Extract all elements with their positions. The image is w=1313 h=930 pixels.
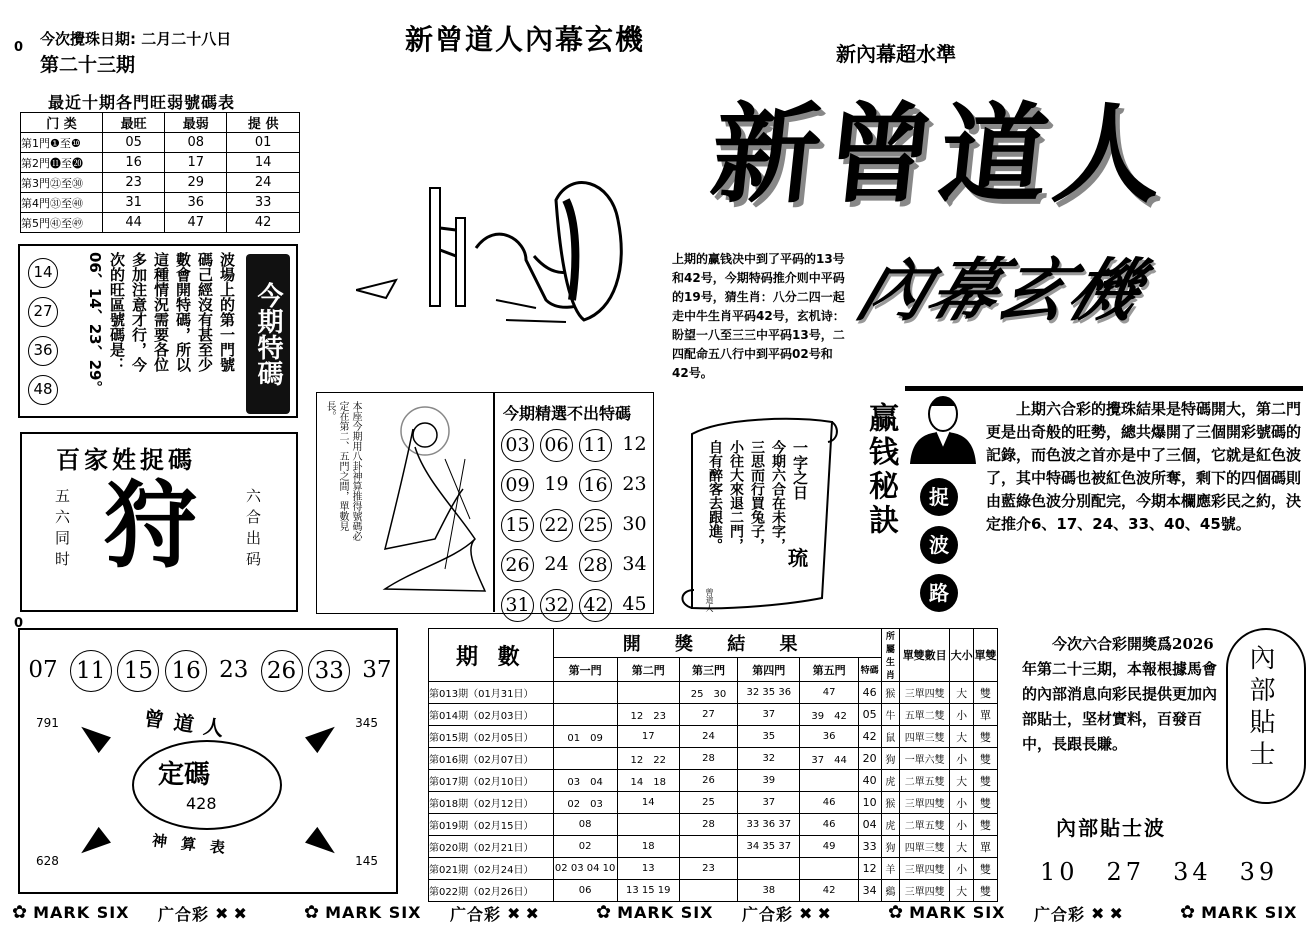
big-small-cell: 大 [950,880,974,902]
gate-cell: 33 36 37 [738,814,800,836]
circled-number: 06 [540,429,573,462]
pick-cell: 33 [227,193,300,213]
gate-cell: 46 [800,792,858,814]
scroll-line: 今期六合在未字， [770,440,786,552]
cold-cell: 47 [165,213,227,233]
plain-number: 24 [544,553,569,575]
footer-logo [12,902,130,923]
cold-cell: 36 [165,193,227,213]
exclude-row [501,429,651,462]
arrow-icon [75,719,111,753]
footer-text: MARK SIX [33,903,130,922]
page-title: 新曾道人內幕玄機 [405,23,646,56]
corner-zero: 0 [14,40,24,55]
table-row [429,704,998,726]
footer-logo [596,902,714,923]
hot-cold-title: 最近十期各門旺弱號碼表 [48,93,236,112]
odd-even-cell: 單 [974,704,998,726]
secret-vertical: 赢钱秘訣 [863,402,898,538]
divider [493,393,495,612]
gate-cell [738,858,800,880]
zodiac-cell: 狗 [881,748,900,770]
circled-number: 28 [579,549,612,582]
gate-cell: 47 [800,682,858,704]
gate-cell: 39 42 [800,704,858,726]
odd-even-count-cell: 三單四雙 [900,880,950,902]
gate-cell: 38 [738,880,800,902]
odd-even-count-cell: 三單四雙 [900,792,950,814]
odd-even-count-cell: 二單五雙 [900,814,950,836]
gate-cell: 23 [679,858,737,880]
footer-bar [0,896,1313,930]
arc-top-text: 曾道人 [142,705,236,743]
plain-number: 45 [622,593,647,615]
secret-badges [920,478,966,612]
secret-text: 上期六合彩的攪珠結果是特碼開大，第二門更是出奇般的旺勢，總共爆開了三個開彩號碼的記錄，而色波之首亦是中了三個，它就是紅色波了，其中特碼也被紅色波所奪，剩下的四個碼則由藍綠色波分別配完，今期本欄應彩民之約，決定推介6、17、24、33、40、45號。 [986,400,1302,533]
gate-cell: 12 23 [617,704,679,726]
gate-cell: 25 30 [679,682,737,704]
period-cell: 第021期（02月24日） [429,858,554,880]
pick-cell: 14 [227,153,300,173]
odd-even-cell: 雙 [974,880,998,902]
big-small-cell: 大 [950,770,974,792]
corner-number: 345 [355,716,378,730]
footer-brand [1034,902,1123,925]
pick-cell: 42 [227,213,300,233]
gate-cell: 28 [679,748,737,770]
gate-cell: 第3門㉑至㉚ [21,173,103,193]
table-row [429,770,998,792]
baijia-char: 狩 [104,471,199,581]
special-cell: 46 [858,682,881,704]
circled-number: 16 [165,650,207,692]
odd-even-count-cell: 二單五雙 [900,770,950,792]
plain-number: 30 [622,513,647,535]
plain-number: 34 [622,553,647,575]
circled-number: 11 [579,429,612,462]
footer-text: MARK SIX [909,903,1006,922]
pick-cell: 24 [227,173,300,193]
col-header: 最旺 [103,113,165,133]
zodiac-cell: 狗 [881,836,900,858]
gate-cell: 13 15 19 [617,880,679,902]
goddess-box [316,392,654,614]
cross-icon: ✖ ✖ [507,904,539,923]
period-cell: 第019期（02月15日） [429,814,554,836]
circled-number: 25 [579,509,612,542]
text-line: 多加注意才行，今 [130,252,148,372]
odd-even-cell: 雙 [974,858,998,880]
zodiac-cell: 牛 [881,704,900,726]
zodiac-cell: 虎 [881,770,900,792]
hot-cell: 23 [103,173,165,193]
odd-even-count-cell: 四單三雙 [900,836,950,858]
number-circle: 14 [28,258,58,288]
baijia-title: 百家姓捉碼 [56,446,196,474]
exclude-row [501,509,651,542]
odd-even-count-cell: 三單四雙 [900,682,950,704]
flower-icon: ✿ [304,902,320,923]
flower-icon: ✿ [596,902,612,923]
footer-logo [304,902,422,923]
badge-circle: 波 [920,526,958,564]
gate-cell: 25 [679,792,737,814]
goddess-illustration [375,399,493,604]
gate-cell: 39 [738,770,800,792]
special-cell: 12 [858,858,881,880]
big-subtitle: 內幕玄機 [847,252,1154,331]
arc-bottom-text: 神算表 [151,831,240,859]
baijia-box [20,432,298,612]
odd-even-count-cell: 五單二雙 [900,704,950,726]
gate-cell: 35 [738,726,800,748]
gate-cell: 34 35 37 [738,836,800,858]
special-cell: 42 [858,726,881,748]
footer-text: MARK SIX [617,903,714,922]
odd-even-count-cell: 一單六雙 [900,748,950,770]
big-small-cell: 小 [950,792,974,814]
corner-zero-2: 0 [14,616,24,631]
circled-number: 26 [261,650,303,692]
big-small-cell: 小 [950,748,974,770]
big-title: 新曾道人 [705,92,1175,218]
period-cell: 第018期（02月12日） [429,792,554,814]
flower-icon: ✿ [1180,902,1196,923]
flower-icon: ✿ [12,902,28,923]
special-cell: 34 [858,880,881,902]
gate-cell: 37 [738,704,800,726]
insider-wave-numbers: 10 27 34 39 [1040,858,1279,886]
odd-even-count-cell: 四單三雙 [900,726,950,748]
exclude-grid [501,429,651,629]
text-line: 碼己經沒有甚至少 [196,252,214,372]
gate-cell [553,704,617,726]
special-cell: 10 [858,792,881,814]
gate-cell: 46 [800,814,858,836]
number-circle: 48 [28,375,58,405]
circled-number: 03 [501,429,534,462]
gate-cell: 17 [617,726,679,748]
special-cell: 20 [858,748,881,770]
baijia-right: 六合出码 [244,488,262,572]
gate-cell: 08 [553,814,617,836]
period-cell: 第016期（02月07日） [429,748,554,770]
number-circle: 36 [28,336,58,366]
odd-even-cell: 雙 [974,770,998,792]
text-line: 波場上的第一門號 [218,252,236,372]
col-header: 單雙數目 [900,629,950,682]
circled-number: 15 [501,509,534,542]
numbers-box [18,628,398,894]
gate-cell [800,858,858,880]
circled-number: 26 [501,549,534,582]
hot-cell: 16 [103,153,165,173]
center-value: 428 [186,794,217,813]
period-cell: 第013期（01月31日） [429,682,554,704]
text-line: 這種情況需要各位 [152,252,170,372]
gate-cell: 26 [679,770,737,792]
badge-circle: 捉 [920,478,958,516]
gate-cell: 42 [800,880,858,902]
draw-date: 今次攪珠日期: 二月二十八日 [40,30,232,48]
scroll-line: 小往大來退二門， [728,440,744,552]
circled-number: 15 [117,650,159,692]
table-row [429,858,998,880]
text-line: 06、14、23、29。 [86,252,104,396]
gate-cell: 14 18 [617,770,679,792]
col-header: 第一門 [553,658,617,682]
zodiac-cell: 猴 [881,792,900,814]
col-header: 第五門 [800,658,858,682]
hot-cell: 05 [103,133,165,153]
footer-brand [742,902,831,925]
circled-number: 32 [540,589,573,622]
big-small-cell: 小 [950,704,974,726]
corner-number: 628 [36,854,59,868]
gate-cell [617,814,679,836]
big-small-cell: 大 [950,682,974,704]
portrait-illustration [906,392,980,464]
table-row [429,792,998,814]
insider-text: 今次六合彩開獎爲2026年第二十三期，本報根據馬會的內部消息向彩民提供更加內部貼士，坚材實料，百發百中，長跟長賺。 [1022,635,1218,753]
period-header: 期 數 [429,629,554,682]
big-small-cell: 大 [950,726,974,748]
gate-cell [679,836,737,858]
table-row [429,682,998,704]
arrow-icon [305,719,341,753]
gate-cell: 37 [738,792,800,814]
odd-even-cell: 雙 [974,682,998,704]
plain-number: 12 [622,433,647,455]
zodiac-cell: 鼠 [881,726,900,748]
col-header: 最弱 [165,113,227,133]
gate-cell: 12 22 [617,748,679,770]
gate-cell [553,748,617,770]
scroll-text [704,440,788,590]
plain-number: 37 [362,657,392,683]
pick-cell: 01 [227,133,300,153]
gate-cell: 06 [553,880,617,902]
insider-wave-title: 內部貼士波 [1056,816,1166,840]
text-line: 次的旺區號碼是： [108,252,126,372]
secret-rule [905,386,1303,391]
special-cell: 04 [858,814,881,836]
zodiac-cell: 猴 [881,682,900,704]
special-box [18,244,298,418]
table-row [21,153,300,173]
footer-logo [888,902,1006,923]
text-line: 數會開特碼，所以 [174,252,192,372]
big-small-cell: 大 [950,836,974,858]
scroll-sign: 曾道人 [705,588,714,612]
col-header: 特碼 [858,658,881,682]
cold-cell: 17 [165,153,227,173]
insider-side-title: 內部貼士 [1245,644,1275,772]
odd-even-cell: 雙 [974,748,998,770]
table-row [21,173,300,193]
special-text [84,252,238,412]
plain-number: 07 [28,657,58,683]
footer-text: 广合彩 [450,905,502,924]
issue-number: 第二十三期 [40,54,136,76]
footer-brand [450,902,539,925]
col-header: 门 类 [21,113,103,133]
hot-cell: 44 [103,213,165,233]
col-header: 第二門 [617,658,679,682]
results-table [428,628,998,902]
table-row [429,814,998,836]
circled-number: 33 [308,650,350,692]
col-header: 提 供 [227,113,300,133]
special-cell: 05 [858,704,881,726]
table-row [21,213,300,233]
zodiac-cell: 鷄 [881,880,900,902]
gate-cell: 第1門❶至❿ [21,133,103,153]
circled-number: 16 [579,469,612,502]
table-row [429,836,998,858]
gate-cell: 36 [800,726,858,748]
gate-cell: 02 03 [553,792,617,814]
horse-illustration [356,160,652,335]
table-row [429,726,998,748]
special-cell: 40 [858,770,881,792]
table-row [21,133,300,153]
col-header: 第三門 [679,658,737,682]
plain-number: 23 [219,657,249,683]
gate-cell: 37 44 [800,748,858,770]
scroll-line: 自有醉客去跟進。 [707,440,723,552]
center-ellipse [132,740,282,830]
period-cell: 第014期（02月03日） [429,704,554,726]
cross-icon: ✖ ✖ [215,904,247,923]
corner-number: 791 [36,716,59,730]
gate-cell: 第2門⓫至⓴ [21,153,103,173]
odd-even-cell: 雙 [974,726,998,748]
arrow-icon [305,827,341,861]
gate-cell: 49 [800,836,858,858]
period-cell: 第020期（02月21日） [429,836,554,858]
exclude-row [501,589,651,622]
goddess-text: 本座今期用八卦神算推得號碼必定在第二、五門之間，單數見長。 [324,401,361,541]
big-small-cell: 小 [950,814,974,836]
circled-number: 11 [70,650,112,692]
gate-cell [553,682,617,704]
arrow-icon [75,827,111,861]
footer-text: 广合彩 [742,905,794,924]
gate-cell: 24 [679,726,737,748]
footer-text: MARK SIX [1201,903,1298,922]
exclude-row [501,469,651,502]
odd-even-cell: 雙 [974,814,998,836]
corner-number: 145 [355,854,378,868]
table-header-row [21,113,300,133]
footer-brand [158,902,247,925]
cross-icon: ✖ ✖ [1091,904,1123,923]
col-header: 單雙 [974,629,998,682]
number-row [22,650,398,692]
footer-text: 广合彩 [1034,905,1086,924]
baijia-left: 五六同时 [53,488,71,572]
special-stamp: 今期特碼 [246,254,290,414]
flower-icon: ✿ [888,902,904,923]
badge-circle: 路 [920,574,958,612]
gate-cell: 01 09 [553,726,617,748]
gate-cell: 第4門㉛至㊵ [21,193,103,213]
gate-cell: 13 [617,858,679,880]
special-circles [28,258,58,405]
gate-cell: 03 04 [553,770,617,792]
footer-logo [1180,902,1298,923]
gate-cell: 27 [679,704,737,726]
big-small-cell: 小 [950,858,974,880]
exclude-row [501,549,651,582]
odd-even-cell: 單 [974,836,998,858]
table-header-row [429,629,998,658]
period-cell: 第022期（02月26日） [429,880,554,902]
gate-cell: 32 [738,748,800,770]
gate-cell: 18 [617,836,679,858]
gate-cell: 14 [617,792,679,814]
results-header: 開 獎 結 果 [553,629,881,658]
review-text: 上期的赢钱决中到了平码的13号和42号，今期特码推介则中平码的19号，猜生肖：八分二四一起走中牛生肖平码42号，玄机诗：盼望一八至三三中平码13号，二四配命五八行中到平码02号和42号。 [672,252,845,380]
footer-text: MARK SIX [325,903,422,922]
hot-cold-table [20,112,300,233]
col-header: 大小 [950,629,974,682]
zodiac-cell: 羊 [881,858,900,880]
special-cell: 33 [858,836,881,858]
gate-cell: 02 03 04 10 [553,858,617,880]
circled-number: 22 [540,509,573,542]
cross-icon: ✖ ✖ [799,904,831,923]
period-cell: 第017期（02月10日） [429,770,554,792]
center-label: 定碼 [158,760,211,790]
zodiac-cell: 虎 [881,814,900,836]
col-header: 所屬生肖 [881,629,900,682]
circled-number: 42 [579,589,612,622]
circled-number: 09 [501,469,534,502]
insider-side-frame [1226,628,1306,804]
odd-even-count-cell: 三單四雙 [900,858,950,880]
scroll-title: 一字之日 [791,440,809,500]
circled-number: 31 [501,589,534,622]
period-cell: 第015期（02月05日） [429,726,554,748]
table-row [429,748,998,770]
hot-cell: 31 [103,193,165,213]
exclude-title: 今期精選不出特碼 [503,404,632,423]
plain-number: 19 [544,473,569,495]
gate-cell: 02 [553,836,617,858]
table-row [21,193,300,213]
plain-number: 23 [622,473,647,495]
gate-cell: 第5門㊶至㊾ [21,213,103,233]
cold-cell: 29 [165,173,227,193]
cold-cell: 08 [165,133,227,153]
gate-cell [800,770,858,792]
gate-cell: 32 35 36 [738,682,800,704]
page-subtitle: 新內幕超水準 [836,42,956,66]
odd-even-cell: 雙 [974,792,998,814]
col-header: 第四門 [738,658,800,682]
footer-text: 广合彩 [158,905,210,924]
scroll-answer: 琉 [788,546,808,570]
number-circle: 27 [28,297,58,327]
gate-cell [617,682,679,704]
gate-cell: 28 [679,814,737,836]
scroll-line: 三思而行買兔子， [749,440,765,552]
